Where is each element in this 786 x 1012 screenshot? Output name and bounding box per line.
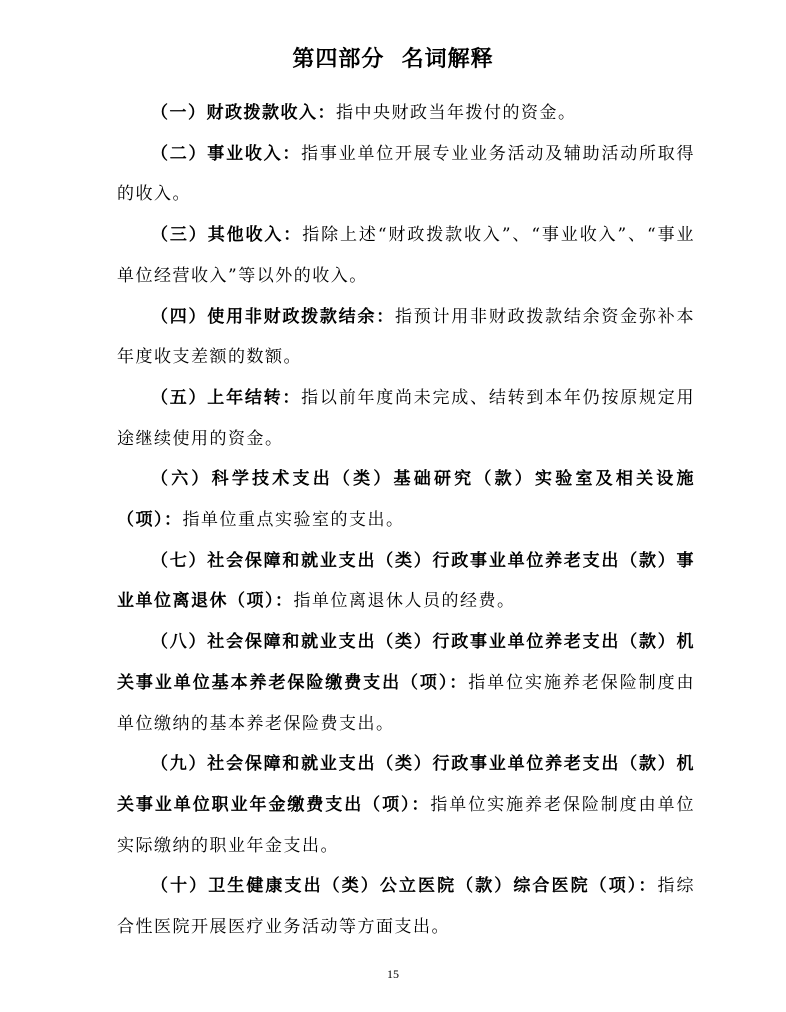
definition-term: （七）社会保障和就业支出（类）行政事业单位养老支出（款）事业单位离退休（项）： <box>117 550 695 612</box>
definition-text: 指除上述“财政拨款收入”、“事业收入”、“事业单位经营收入”等以外的收入。 <box>117 225 695 286</box>
definition-item-1 <box>117 93 695 134</box>
definition-text: 指预计用非财政拨款结余资金弥补本年度收支差额的数额。 <box>117 306 696 368</box>
page-number: 15 <box>387 967 399 981</box>
definition-item-8 <box>117 622 695 744</box>
definition-term: （五）上年结转： <box>151 387 302 408</box>
definition-text: 指单位实施养老保险制度由单位实际缴纳的职业年金支出。 <box>117 794 696 856</box>
definition-text: 指中央财政当年拨付的资金。 <box>336 103 577 123</box>
definition-term: （十）卫生健康支出（类）公立医院（款）综合医院（项）： <box>151 876 658 897</box>
definition-term: （三）其他收入： <box>151 225 303 246</box>
definition-item-2 <box>117 134 695 215</box>
definition-item-4 <box>117 297 695 378</box>
definition-text: 指单位实施养老保险制度由单位缴纳的基本养老保险费支出。 <box>117 672 696 734</box>
definition-term: （九）社会保障和就业支出（类）行政事业单位养老支出（款）机关事业单位职业年金缴费支出（项）： <box>117 754 695 815</box>
definition-text: 指单位重点实验室的支出。 <box>182 510 405 531</box>
definition-item-3 <box>117 215 695 296</box>
definition-text: 指单位离退休人员的经费。 <box>293 591 516 612</box>
definition-item-7 <box>117 541 695 622</box>
page-title: 第四部分 名词解释 <box>292 47 494 72</box>
definition-term: （四）使用非财政拨款结余： <box>151 306 395 327</box>
definition-term: （一）财政拨款收入： <box>151 103 336 123</box>
definitions-list <box>117 93 695 948</box>
definition-text: 指以前年度尚未完成、结转到本年仍按原规定用途继续使用的资金。 <box>117 387 696 449</box>
definition-item-10 <box>117 866 695 947</box>
definition-term: （八）社会保障和就业支出（类）行政事业单位养老支出（款）机关事业单位基本养老保险缴费支出（项）： <box>117 632 695 693</box>
definition-text: 指事业单位开展专业业务活动及辅助活动所取得的收入。 <box>117 143 696 205</box>
definition-term: （二）事业收入： <box>151 143 302 164</box>
definition-item-5 <box>117 378 695 459</box>
definition-term: （六）科学技术支出（类）基础研究（款）实验室及相关设施（项）： <box>117 469 695 531</box>
definition-text: 指综合性医院开展医疗业务活动等方面支出。 <box>117 876 696 938</box>
definition-item-6 <box>117 459 695 540</box>
definition-item-9 <box>117 744 695 866</box>
